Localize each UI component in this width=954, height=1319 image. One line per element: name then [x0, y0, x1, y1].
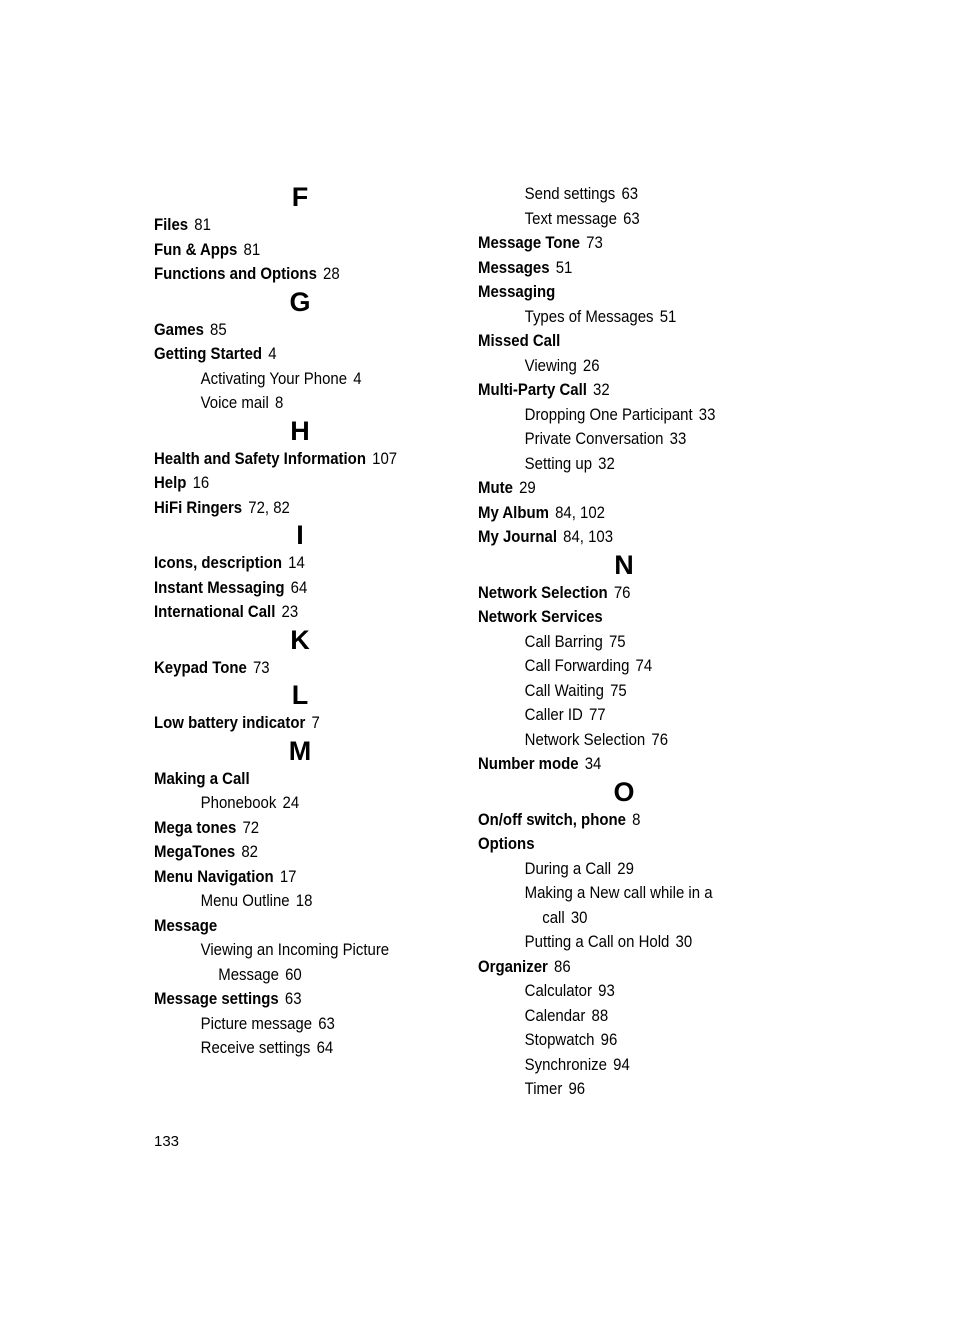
- index-entry: [478, 256, 742, 281]
- index-entry: [154, 447, 418, 472]
- page-reference: 7: [311, 713, 320, 732]
- section-letter: N: [614, 549, 634, 580]
- index-entry: [154, 600, 418, 625]
- index-subentry: [154, 889, 418, 914]
- index-subentry: [478, 857, 742, 882]
- page-reference: 73: [586, 233, 603, 252]
- page-reference: 30: [570, 907, 588, 927]
- index-entry: [154, 262, 418, 287]
- index-term: Icons, description: [154, 553, 283, 572]
- index-term: Dropping One Participant: [524, 404, 693, 424]
- page-reference: 81: [194, 215, 211, 234]
- index-term: Viewing an Incoming Picture: [200, 940, 390, 959]
- index-term: Receive settings: [200, 1038, 311, 1057]
- page-reference: 94: [613, 1054, 630, 1074]
- page-reference: 60: [285, 964, 302, 984]
- index-entry: [478, 501, 742, 526]
- index-term: Messages: [478, 257, 550, 277]
- index-term: Call Waiting: [524, 680, 604, 700]
- index-entry: [154, 987, 418, 1012]
- index-term: My Journal: [478, 527, 557, 546]
- page-reference: 63: [318, 1013, 335, 1033]
- page-reference: 30: [675, 932, 693, 951]
- index-entry: [154, 551, 418, 576]
- index-term: Number mode: [478, 754, 579, 773]
- page-reference: 14: [288, 553, 305, 572]
- page-reference: 74: [635, 656, 653, 675]
- section-letter: O: [613, 776, 635, 807]
- index-subentry: [478, 1004, 742, 1029]
- index-entry: [154, 342, 418, 367]
- index-term: Types of Messages: [524, 306, 654, 326]
- section-letter: K: [290, 624, 310, 655]
- section-letter: F: [291, 182, 309, 212]
- page-reference: 73: [252, 657, 270, 677]
- index-entry: [478, 231, 742, 256]
- index-entry: [478, 581, 742, 606]
- index-term: Stopwatch: [524, 1030, 595, 1049]
- page-reference: 32: [593, 380, 610, 399]
- index-term: On/off switch, phone: [478, 809, 626, 829]
- index-subentry: [478, 452, 742, 477]
- index-term: Menu Outline: [200, 891, 290, 910]
- index-term: Send settings: [524, 184, 616, 203]
- index-term: Network Selection: [524, 729, 646, 749]
- index-entry: [154, 865, 418, 890]
- index-entry: [154, 840, 418, 865]
- index-subentry: [478, 403, 742, 428]
- index-subentry: [478, 305, 742, 330]
- index-subentry: [154, 1036, 418, 1061]
- index-subentry: [478, 979, 742, 1004]
- index-term: Low battery indicator: [154, 713, 306, 732]
- page-number: 133: [154, 1133, 180, 1150]
- index-subentry: [478, 703, 742, 728]
- index-term: My Album: [478, 502, 549, 522]
- index-entry: [478, 808, 742, 833]
- page-reference: 96: [568, 1079, 586, 1098]
- page-reference: 63: [623, 208, 640, 228]
- index-term: Options: [478, 834, 535, 853]
- index-entry: [478, 525, 742, 550]
- index-subentry: [154, 367, 418, 392]
- index-entry: [154, 816, 418, 841]
- page-reference: 16: [192, 473, 210, 492]
- page-reference: 64: [316, 1038, 334, 1057]
- section-letter: M: [288, 735, 312, 766]
- index-term: Call Forwarding: [524, 656, 630, 675]
- page-reference: 4: [268, 344, 277, 363]
- index-term: Mute: [478, 478, 513, 497]
- index-term: Files: [154, 215, 189, 234]
- index-entry: [154, 238, 418, 263]
- section-letter: H: [290, 415, 310, 446]
- index-entry: [478, 378, 742, 403]
- index-entry: [478, 329, 742, 354]
- index-term: Keypad Tone: [154, 657, 247, 677]
- index-term: Private Conversation: [524, 429, 664, 448]
- page-reference: 8: [632, 809, 641, 829]
- page-reference: 76: [613, 582, 631, 602]
- index-term: Instant Messaging: [154, 577, 285, 597]
- index-subentry: [478, 182, 742, 207]
- index-term: Menu Navigation: [154, 866, 274, 886]
- index-term: Activating Your Phone: [200, 368, 348, 388]
- index-term: Voice mail: [200, 393, 269, 412]
- index-subentry: [478, 728, 742, 753]
- index-term: MegaTones: [154, 842, 236, 861]
- index-term: Timer: [524, 1079, 563, 1098]
- page-reference: 82: [241, 842, 259, 861]
- page-reference: 77: [588, 705, 606, 724]
- index-entry: [154, 656, 418, 681]
- page-reference: 32: [598, 453, 615, 473]
- index-subentry: [154, 963, 418, 988]
- page-reference: 76: [651, 729, 669, 749]
- page-reference: 75: [610, 680, 627, 700]
- page-reference: 34: [584, 754, 602, 773]
- index-entry: [154, 496, 418, 521]
- page-reference: 33: [669, 429, 687, 448]
- index-entry: [154, 576, 418, 601]
- index-term: Picture message: [200, 1013, 313, 1033]
- index-term: Help: [154, 473, 187, 492]
- index-entry: [478, 280, 742, 305]
- index-entry: [478, 832, 742, 857]
- index-term: Calendar: [524, 1005, 586, 1025]
- index-subentry: [478, 930, 742, 955]
- index-subentry: [478, 654, 742, 679]
- index-subentry: [478, 1028, 742, 1053]
- page-reference: 75: [608, 631, 626, 651]
- index-subentry: [478, 881, 742, 906]
- index-subentry: [154, 791, 418, 816]
- index-subentry: [478, 427, 742, 452]
- index-entry: [478, 955, 742, 980]
- page-reference: 17: [279, 866, 297, 886]
- index-entry: [154, 471, 418, 496]
- page-reference: 86: [553, 956, 571, 976]
- page-reference: 81: [243, 239, 261, 259]
- page-reference: 23: [281, 602, 299, 621]
- index-entry: [478, 476, 742, 501]
- index-term: Putting a Call on Hold: [524, 932, 670, 951]
- index-term: Message: [218, 964, 279, 984]
- page-reference: 8: [274, 393, 284, 412]
- index-column-right: [478, 182, 778, 1102]
- page-reference: 84, 103: [563, 527, 614, 546]
- index-subentry: [478, 207, 742, 232]
- index-term: Making a New call while in a: [524, 883, 713, 902]
- page-reference: 51: [659, 306, 677, 326]
- index-term: Getting Started: [154, 344, 263, 363]
- index-term: HiFi Ringers: [154, 497, 243, 517]
- index-term: Synchronize: [524, 1054, 607, 1074]
- index-subentry: [478, 354, 742, 379]
- index-subentry: [478, 1077, 742, 1102]
- index-entry: [154, 213, 418, 238]
- page-reference: 93: [598, 981, 615, 1000]
- page-reference: 96: [600, 1030, 618, 1049]
- index-entry: [154, 914, 418, 939]
- page-reference: 63: [621, 184, 639, 203]
- index-term: Network Services: [478, 607, 603, 626]
- index-term: Setting up: [524, 453, 593, 473]
- page-reference: 26: [582, 355, 600, 375]
- index-term: Message settings: [154, 989, 279, 1008]
- index-term: Network Selection: [478, 582, 608, 602]
- index-term: Missed Call: [478, 331, 561, 350]
- page-reference: 28: [323, 264, 340, 283]
- index-term: Mega tones: [154, 817, 237, 837]
- index-subentry: [154, 1012, 418, 1037]
- page-reference: 29: [519, 478, 536, 497]
- section-letter: G: [289, 286, 311, 317]
- index-term: International Call: [154, 602, 276, 621]
- index-entry: [478, 605, 742, 630]
- page-reference: 4: [353, 368, 362, 388]
- index-term: Making a Call: [154, 768, 250, 788]
- index-subentry: [478, 630, 742, 655]
- index-term: Messaging: [478, 282, 556, 301]
- index-term: Health and Safety Information: [154, 448, 366, 468]
- index-term: Message Tone: [478, 233, 580, 252]
- page-reference: 18: [295, 891, 313, 910]
- page-reference: 29: [617, 858, 634, 878]
- index-subentry: [478, 679, 742, 704]
- page-reference: 24: [282, 793, 300, 812]
- index-term: During a Call: [524, 858, 612, 878]
- page-reference: 51: [555, 257, 573, 277]
- index-term: Fun & Apps: [154, 239, 238, 259]
- page-reference: 88: [591, 1005, 609, 1025]
- index-entry: [154, 767, 418, 792]
- index-term: Text message: [524, 208, 617, 228]
- index-entry: [478, 752, 742, 777]
- page-reference: 85: [210, 319, 227, 339]
- index-entry: [154, 711, 418, 736]
- index-subentry: [478, 906, 742, 931]
- section-letter: L: [291, 680, 309, 710]
- index-entry: [154, 318, 418, 343]
- index-term: Phonebook: [200, 793, 277, 812]
- index-term: Calculator: [524, 981, 593, 1000]
- index-column-left: [154, 182, 454, 1061]
- page-reference: 84, 102: [555, 502, 606, 522]
- index-term: call: [542, 907, 565, 927]
- index-term: Multi-Party Call: [478, 380, 587, 399]
- section-letter: I: [296, 520, 304, 550]
- index-term: Games: [154, 319, 204, 339]
- index-term: Message: [154, 915, 218, 935]
- page-reference: 64: [290, 577, 308, 597]
- index-term: Organizer: [478, 956, 548, 976]
- page-reference: 107: [372, 448, 398, 468]
- index-term: Call Barring: [524, 631, 603, 651]
- index-term: Viewing: [524, 355, 577, 375]
- page-reference: 63: [284, 989, 302, 1008]
- index-term: Functions and Options: [154, 264, 317, 283]
- page-reference: 72: [242, 817, 260, 837]
- index-subentry: [154, 938, 418, 963]
- index-subentry: [478, 1053, 742, 1078]
- page-reference: 72, 82: [248, 497, 290, 517]
- index-subentry: [154, 391, 418, 416]
- index-term: Caller ID: [524, 705, 583, 724]
- page-reference: 33: [698, 404, 716, 424]
